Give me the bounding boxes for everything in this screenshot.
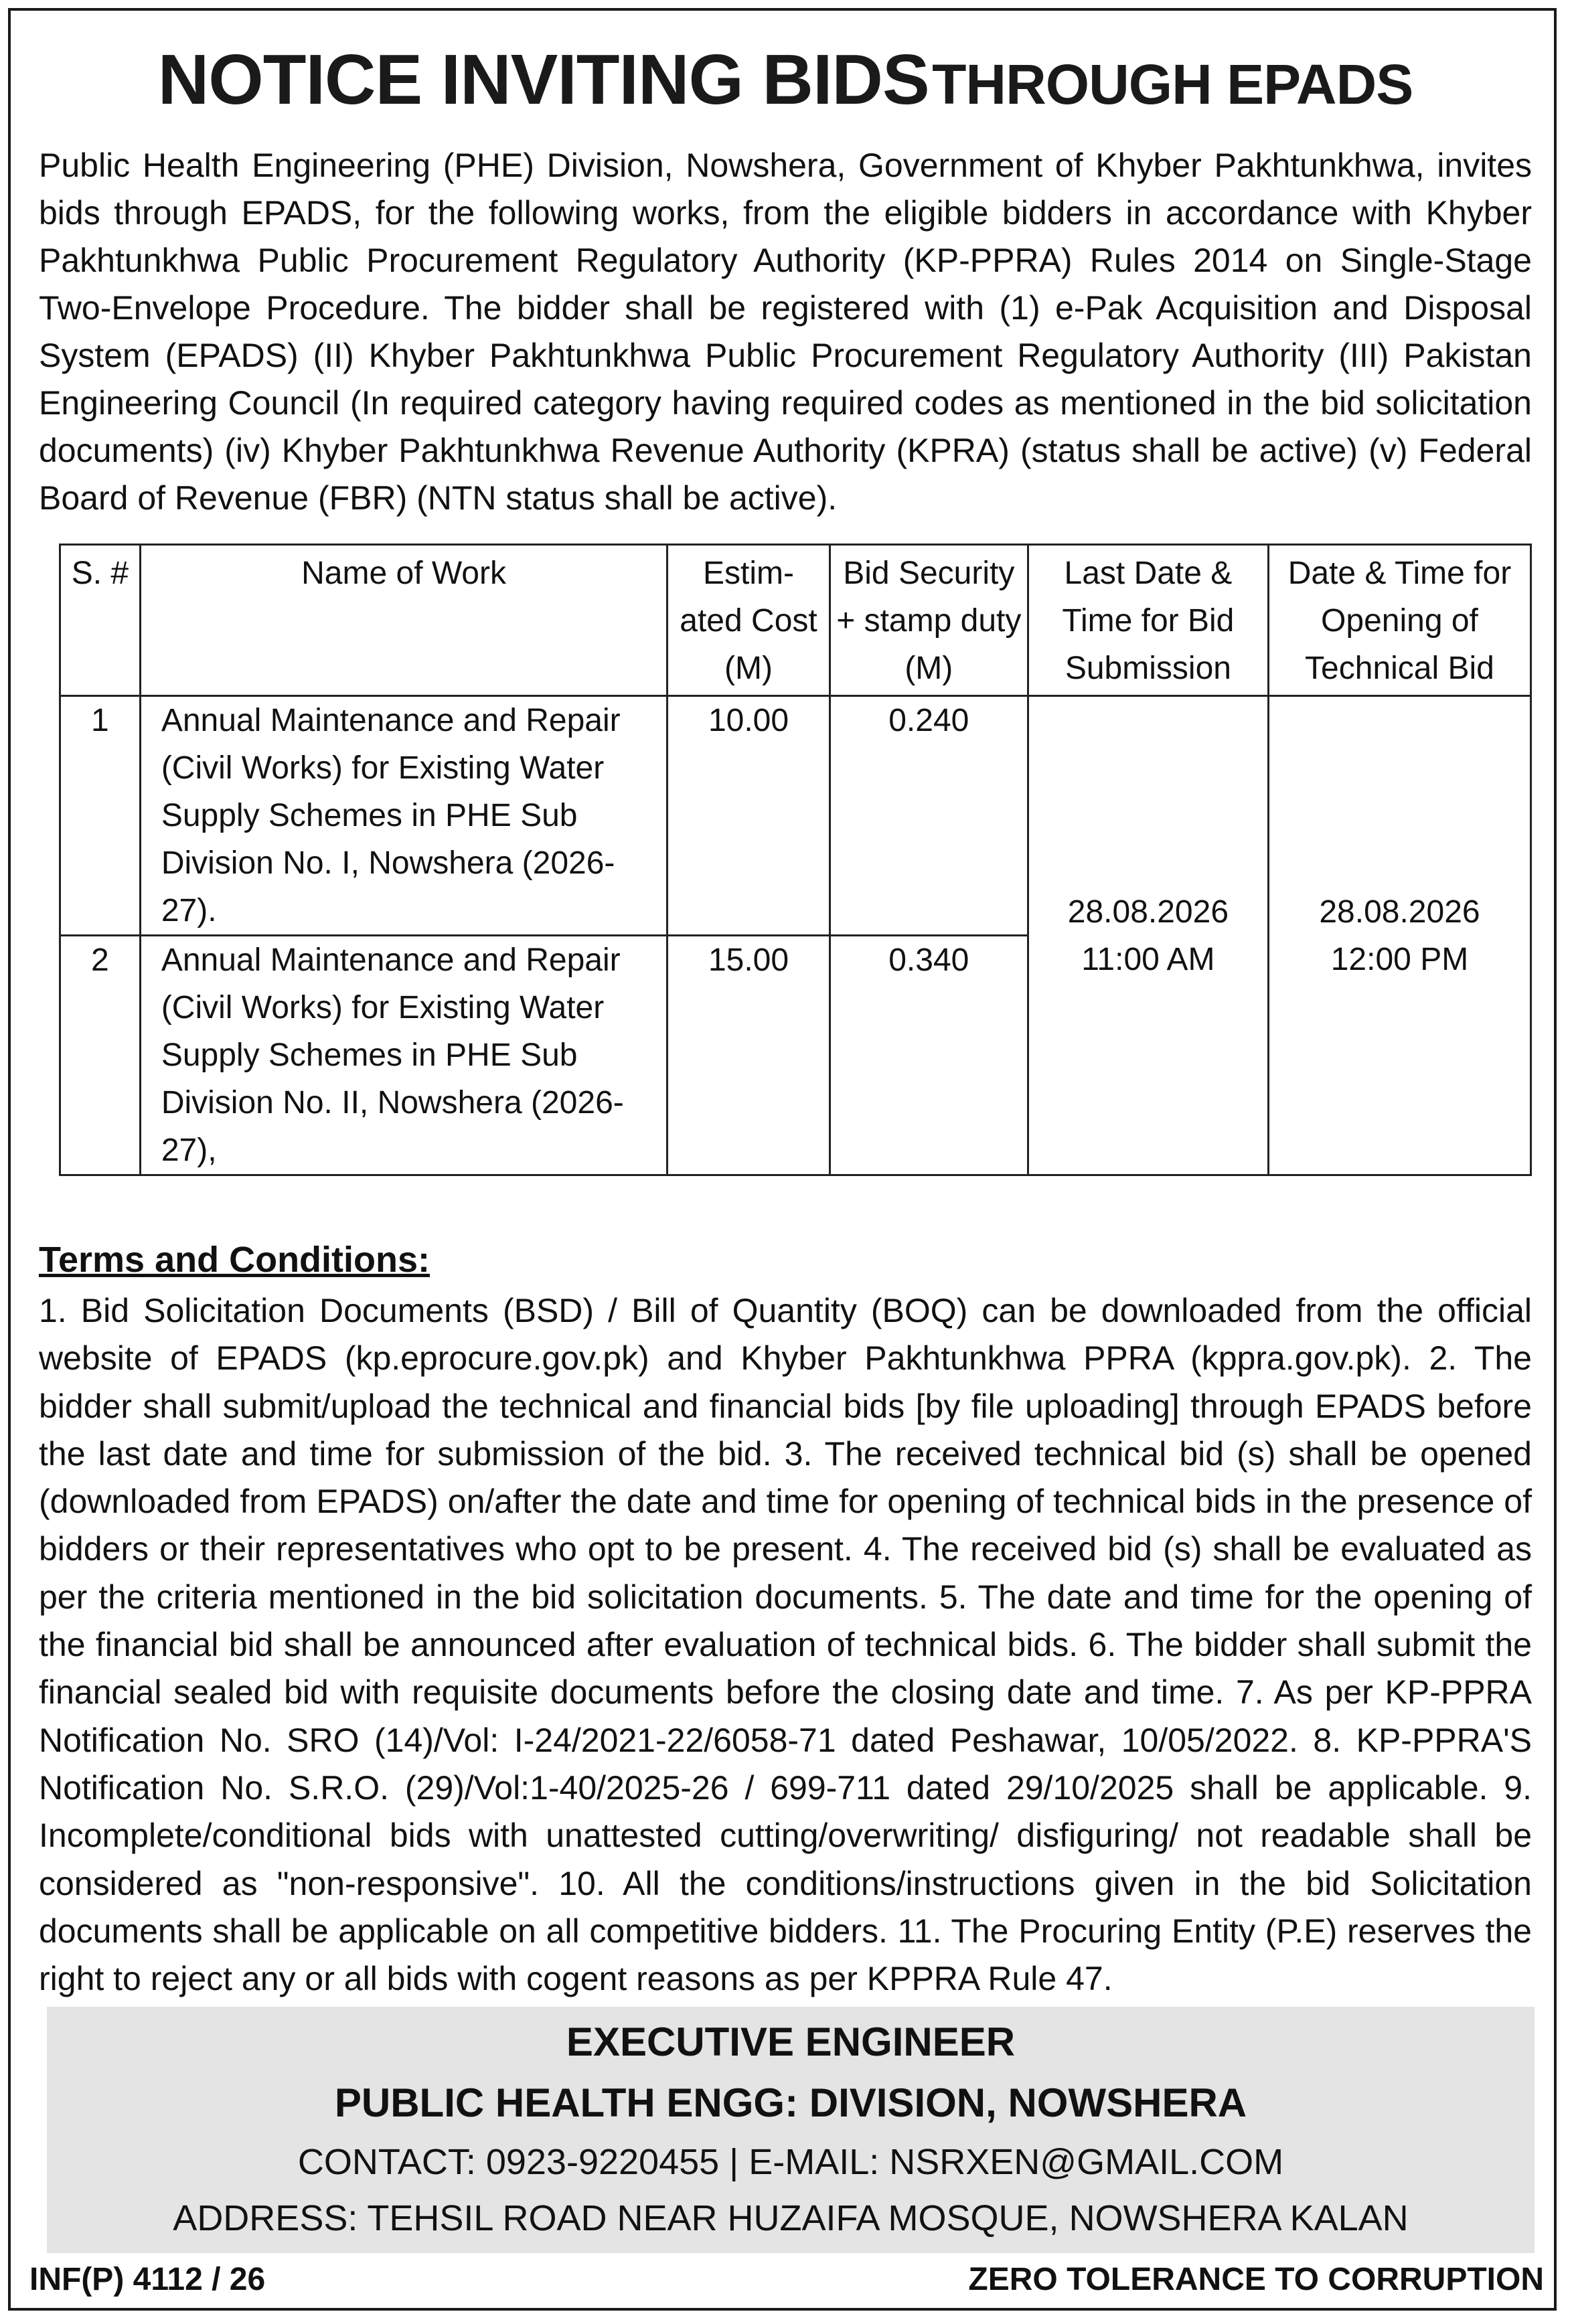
signature-contact: CONTACT: 0923-9220455 | E-MAIL: NSRXEN@GMAIL.COM — [297, 2142, 1284, 2182]
last-date-cell — [1028, 696, 1268, 1175]
last-time: 11:00 AM — [1081, 941, 1215, 977]
signature-block — [47, 2007, 1535, 2253]
footer-ref: INF(P) 4112 / 26 — [29, 2262, 266, 2297]
notice-body — [39, 11, 1532, 2238]
header-sn: S. # — [60, 545, 141, 696]
row-name: Annual Maintenance and Repair (Civil Works) for Existing Water Supply Schemes in PHE Sub Division No. I, Nowshera (2026-27). — [140, 696, 667, 936]
last-date: 28.08.2026 — [1067, 894, 1229, 930]
bids-table — [59, 544, 1532, 1176]
signature-designation: EXECUTIVE ENGINEER — [566, 2019, 1016, 2064]
header-last-date: Last Date & Time for Bid Submission — [1028, 545, 1268, 696]
title-sub: THROUGH EPADS — [932, 53, 1413, 116]
terms-text: 1. Bid Solicitation Documents (BSD) / Bill of Quantity (BOQ) can be downloaded from the official website of EPADS (kp.eprocure.gov.pk) and Khyber Pakhtunkhwa PPRA (kppra.gov.pk). 2. The bidder shall submit/upload the technical and financial bids [by file uploading] through EPADS before the last date and time for submission of the bid. 3. The received technical bid (s) shall be opened (downloaded from EPADS) on/after the date and time for opening of technical bids in the presence of bidders or their representatives who opt to be present. 4. The received bid (s) shall be evaluated as per the criteria mentioned in the bid solicitation documents. 5. The date and time for the opening of the financial bid shall be announced after evaluation of technical bids. 6. The bidder shall submit the financial sealed bid with requisite documents before the closing date and time. 7. As per KP-PPRA Notification No. SRO (14)/Vol: I-24/2021-22/6058-71 dated Peshawar, 10/05/2022. 8. KP-PPRA'S Notification No. S.R.O. (29)/Vol:1-40/2025-26 / 699-711 dated 29/10/2025 shall be applicable. 9. Incomplete/conditional bids with unattested cutting/overwriting/ disfiguring/ not readable shall be considered as "non-responsive". 10. All the conditions/instructions given in the bid Solicitation documents shall be applicable on all competitive bidders. 11. The Procuring Entity (P.E) reserves the right to reject any or all bids with cogent reasons as per KPPRA Rule 47. — [39, 1292, 1532, 1998]
row-name: Annual Maintenance and Repair (Civil Works) for Existing Water Supply Schemes in PHE Sub Division No. II, Nowshera (2026-27), — [140, 936, 667, 1175]
terms-heading: Terms and Conditions: — [39, 1240, 430, 1280]
open-date: 28.08.2026 — [1319, 894, 1480, 930]
intro-paragraph: Public Health Engineering (PHE) Division, Nowshera, Government of Khyber Pakhtunkhwa, invites bids through EPADS, for the following works, from the eligible bidders in accordance with Khyber Pakhtunkhwa Public Procurement Regulatory Authority (KP-PPRA) Rules 2014 on Single-Stage Two-Envelope Procedure. The bidder shall be registered with (1) e-Pak Acquisition and Disposal System (EPADS) (II) Khyber Pakhtunkhwa Public Procurement Regulatory Authority (III) Pakistan Engineering Council (In required category having required codes as mentioned in the bid solicitation documents) (iv) Khyber Pakhtunkhwa Revenue Authority (KPRA) (status shall be active) (v) Federal Board of Revenue (FBR) (NTN status shall be active). — [39, 147, 1532, 517]
row-cost: 15.00 — [668, 936, 830, 1175]
table-header-row — [60, 545, 1531, 696]
signature-office: PUBLIC HEALTH ENGG: DIVISION, NOWSHERA — [334, 2080, 1247, 2125]
table-row — [60, 696, 1531, 936]
header-security: Bid Security + stamp duty (M) — [830, 545, 1028, 696]
open-time: 12:00 PM — [1330, 941, 1469, 977]
footer — [11, 2254, 1544, 2308]
row-cost: 10.00 — [668, 696, 830, 936]
opening-cell — [1268, 696, 1530, 1175]
row-sn: 2 — [60, 936, 141, 1175]
title-main: NOTICE INVITING BIDS — [157, 40, 929, 119]
row-sn: 1 — [60, 696, 141, 936]
row-security: 0.340 — [830, 936, 1028, 1175]
signature-address: ADDRESS: TEHSIL ROAD NEAR HUZAIFA MOSQUE, NOWSHERA KALAN — [173, 2198, 1409, 2238]
header-opening: Date & Time for Opening of Technical Bid — [1268, 545, 1530, 696]
row-security: 0.240 — [830, 696, 1028, 936]
footer-slogan: ZERO TOLERANCE TO CORRUPTION — [968, 2262, 1544, 2297]
header-cost: Estim-ated Cost (M) — [668, 545, 830, 696]
page-title — [39, 36, 1532, 123]
header-name: Name of Work — [140, 545, 667, 696]
notice-frame — [8, 8, 1557, 2311]
